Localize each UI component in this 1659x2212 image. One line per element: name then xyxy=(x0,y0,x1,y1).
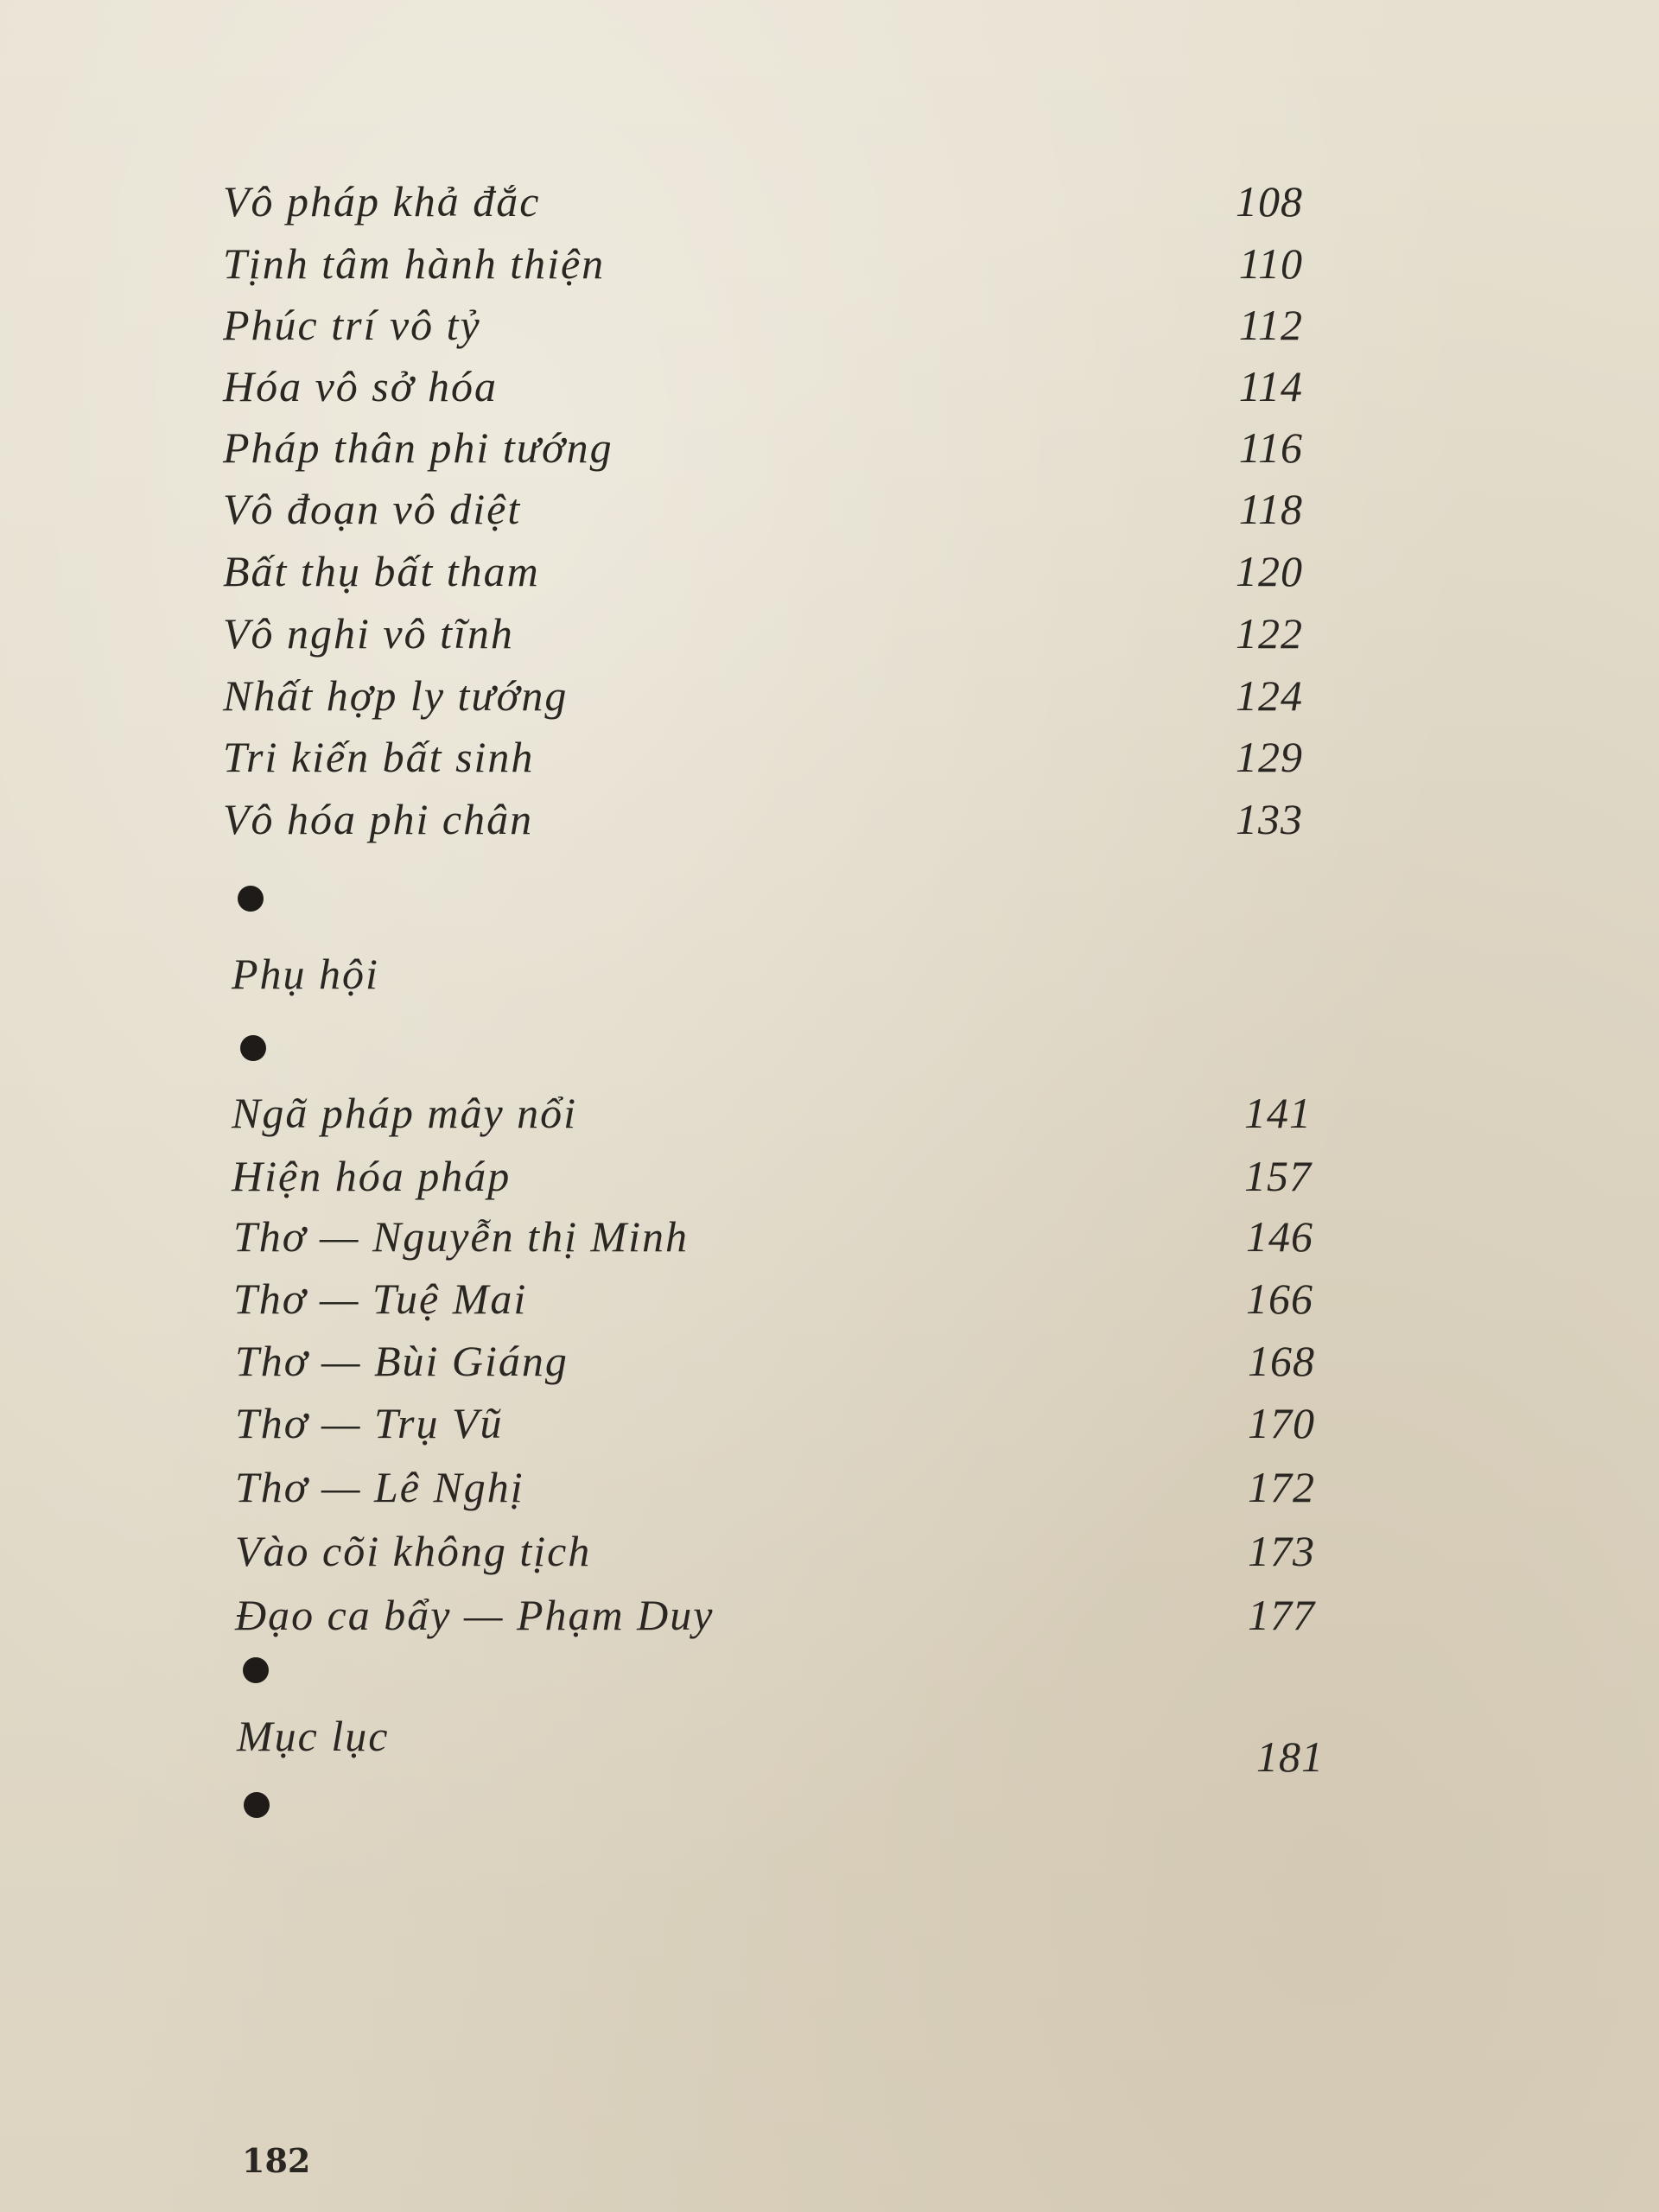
toc-entry-title: Vô đoạn vô diệt xyxy=(223,485,522,533)
toc-entry xyxy=(232,1147,1312,1205)
toc-entry xyxy=(223,667,1303,724)
toc-entry xyxy=(233,1208,1313,1265)
toc-entry xyxy=(223,235,1303,292)
toc-entry-title: Tri kiến bất sinh xyxy=(223,733,535,781)
toc-entry xyxy=(235,1522,1315,1580)
toc-entry xyxy=(223,358,1303,415)
toc-entry-title: Thơ — Trụ Vũ xyxy=(235,1399,504,1447)
toc-entry-page: 170 xyxy=(1248,1399,1315,1447)
toc-entry xyxy=(223,480,1303,537)
toc-entry xyxy=(223,419,1303,476)
toc-entry-page: 124 xyxy=(1236,671,1303,720)
toc-entry-page: 146 xyxy=(1246,1212,1313,1261)
toc-entry-page: 122 xyxy=(1236,609,1303,658)
toc-entry-title: Nhất hợp ly tướng xyxy=(223,671,569,720)
toc-entry-title: Thơ — Nguyễn thị Minh xyxy=(233,1212,690,1261)
section-bullet xyxy=(243,1657,269,1683)
toc-entry-title: Thơ — Lê Nghị xyxy=(235,1463,524,1511)
toc-entry xyxy=(223,296,1303,353)
toc-entry-page: 112 xyxy=(1238,301,1303,349)
toc-entry-page: 141 xyxy=(1244,1089,1312,1137)
section-bullet xyxy=(238,886,264,912)
toc-entry-page: 129 xyxy=(1236,733,1303,781)
section-bullet xyxy=(244,1792,270,1818)
toc-entry xyxy=(223,605,1303,662)
toc-entry-page: 118 xyxy=(1238,485,1303,533)
toc-entry xyxy=(233,1270,1313,1327)
toc-entry-title: Hóa vô sở hóa xyxy=(223,362,498,410)
toc-entry-title: Ngã pháp mây nổi xyxy=(232,1089,578,1137)
toc-entry-page: 181 xyxy=(1256,1732,1324,1781)
toc-entry-title: Vào cõi không tịch xyxy=(235,1527,592,1575)
toc-entry-page: 114 xyxy=(1238,362,1303,410)
toc-entry xyxy=(223,543,1303,600)
toc-entry-title: Mục lục xyxy=(237,1712,390,1760)
toc-entry-page: 157 xyxy=(1244,1152,1312,1200)
toc-entry-title: Bất thụ bất tham xyxy=(223,547,540,595)
toc-entry-page: 110 xyxy=(1238,239,1303,288)
toc-entry-page: 172 xyxy=(1248,1463,1315,1511)
toc-entry xyxy=(223,791,1303,848)
toc-entry-title: Vô hóa phi chân xyxy=(223,795,534,843)
section-bullet xyxy=(240,1035,266,1061)
toc-entry-page: 116 xyxy=(1238,423,1303,472)
toc-entry-title: Đạo ca bẩy — Phạm Duy xyxy=(235,1591,715,1639)
toc-entry-page: 166 xyxy=(1246,1274,1313,1323)
toc-entry xyxy=(235,1395,1315,1452)
toc-entry-page: 168 xyxy=(1248,1337,1315,1385)
toc-entry-page: 173 xyxy=(1248,1527,1315,1575)
toc-entry-title: Thơ — Bùi Giáng xyxy=(235,1337,569,1385)
toc-entry-title: Pháp thân phi tướng xyxy=(223,423,613,472)
toc-entry-title: Hiện hóa pháp xyxy=(232,1152,512,1200)
toc-entry-muc-luc xyxy=(237,1707,1324,1785)
toc-entry xyxy=(235,1586,1315,1643)
toc-entry xyxy=(235,1332,1315,1389)
toc-entry-page: 108 xyxy=(1236,177,1303,226)
toc-entry-page: 120 xyxy=(1236,547,1303,595)
toc-entry xyxy=(223,173,1303,230)
toc-entry xyxy=(223,728,1303,785)
toc-entry-title: Phúc trí vô tỷ xyxy=(223,301,481,349)
section-heading-phu-hoi: Phụ hội xyxy=(232,950,379,998)
toc-entry-title: Tịnh tâm hành thiện xyxy=(223,239,606,288)
toc-entry-page: 133 xyxy=(1236,795,1303,843)
toc-entry-title: Thơ — Tuệ Mai xyxy=(233,1274,528,1323)
toc-entry-title: Vô nghi vô tĩnh xyxy=(223,609,514,658)
toc-entry xyxy=(232,1084,1312,1141)
toc-entry xyxy=(235,1459,1315,1516)
toc-entry-title: Vô pháp khả đắc xyxy=(223,177,541,226)
toc-entry-page: 177 xyxy=(1248,1591,1315,1639)
page-number: 182 xyxy=(242,2141,311,2180)
